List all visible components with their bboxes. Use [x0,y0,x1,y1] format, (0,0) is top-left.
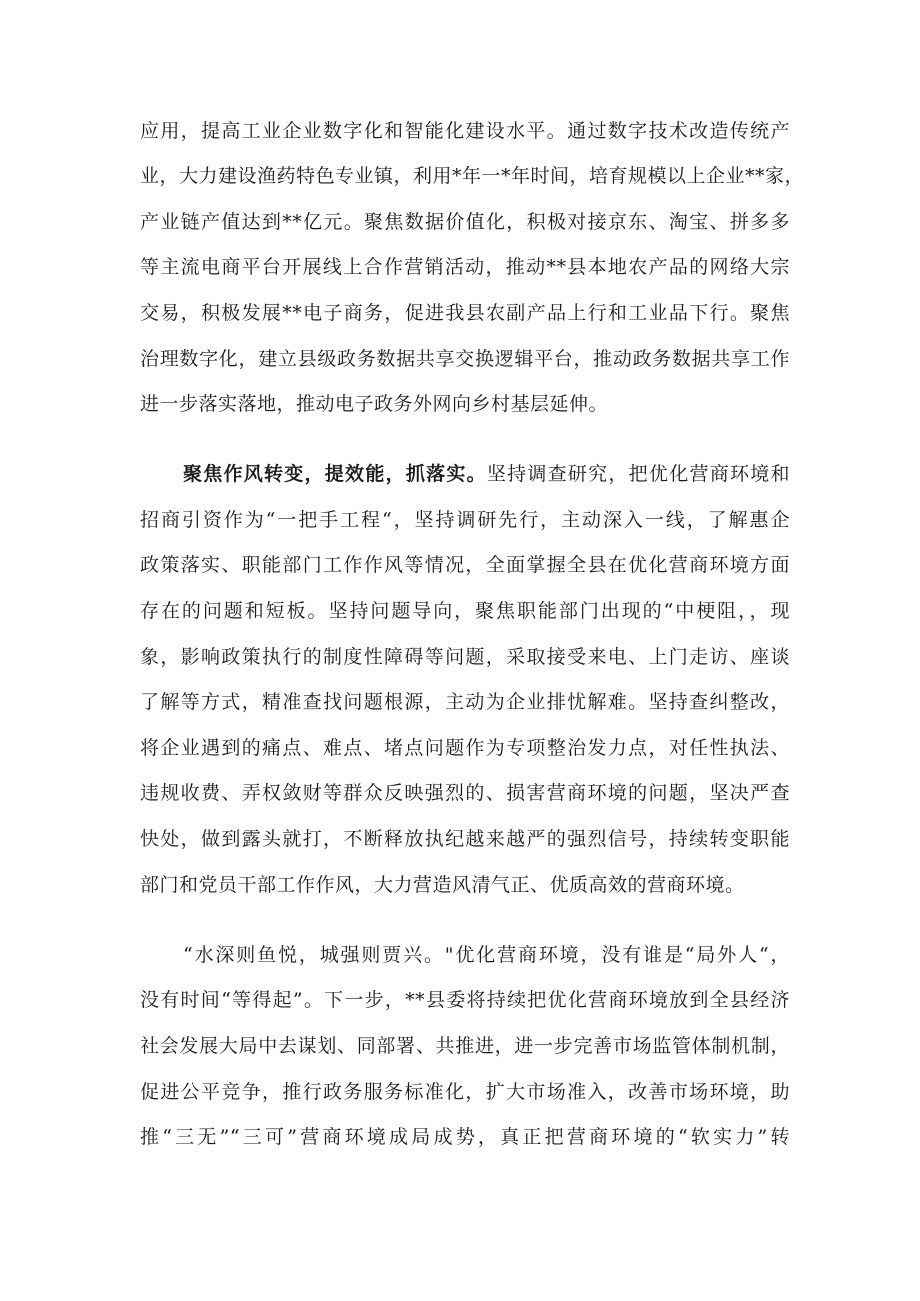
section-heading: 聚焦作风转变，提效能，抓落实。 [183,463,487,485]
text-line: 违规收费、弄权敛财等群众反映强烈的、损害营商环境的问题，坚决严查 [140,782,790,804]
text-line: 治理数字化，建立县级政务数据共享交换逻辑平台，推动政务数据共享工作 [140,348,790,370]
text-line: 等主流电商平台开展线上合作营销活动，推动**县本地农产品的网络大宗 [140,256,790,278]
text-line: 社会发展大局中去谋划、同部署、共推进，进一步完善市场监管体制机制， [140,1035,790,1057]
text-line: 象，影响政策执行的制度性障碍等问题，采取接受来电、上门走访、座谈 [140,646,790,668]
text-line [183,461,790,487]
text-line: 促进公平竞争，推行政务服务标准化，扩大市场准入，改善市场环境，助 [140,1081,790,1103]
text-line: 招商引资作为“一把手工程“，坚持调研先行，主动深入一线，了解惠企 [140,509,790,531]
text-line: 了解等方式，精准查找问题根源，主动为企业排忧解难。坚持查纠整改， [140,691,790,713]
text-line: 政策落实、职能部门工作作风等情况，全面掌握全县在优化营商环境方面 [140,554,790,576]
text-line: 将企业遇到的痛点、难点、堵点问题作为专项整治发力点，对任性执法、 [140,737,790,759]
text-line: 进一步落实落地，推动电子政务外网向乡村基层延伸。 [140,393,609,415]
text-line: 部门和党员干部工作作风，大力营造风清气正、优质高效的营商环境。 [140,874,745,896]
heading-line-rest: 坚持调查研究，把优化营商环境和 [486,463,790,485]
text-line: 快处，做到露头就打，不断释放执纪越来越严的强烈信号，持续转变职能 [140,828,790,850]
text-line: 推“三无”“三可”营商环境成局成势，真正把营商环境的“软实力”转 [140,1126,790,1148]
text-line: 业，大力建设渔药特色专业镇，利用*年一*年时间，培育规模以上企业**家， [140,165,805,187]
text-line: 存在的问题和短板。坚持问题导向，聚焦职能部门出现的“中梗阻，，现 [140,600,790,622]
text-line: 没有时间“等得起”。下一步，**县委将持续把优化营商环境放到全县经济 [140,989,790,1011]
text-line: 交易，积极发展**电子商务，促进我县农副产品上行和工业品下行。聚焦 [140,302,790,324]
text-line: 应用，提高工业企业数字化和智能化建设水平。通过数字技术改造传统产 [140,120,790,142]
text-line: “水深则鱼悦，城强则贾兴。"优化营商环境，没有谁是“局外人“， [183,944,790,966]
text-line: 产业链产值达到**亿元。聚焦数据价值化，积极对接京东、淘宝、拼多多 [140,211,790,233]
